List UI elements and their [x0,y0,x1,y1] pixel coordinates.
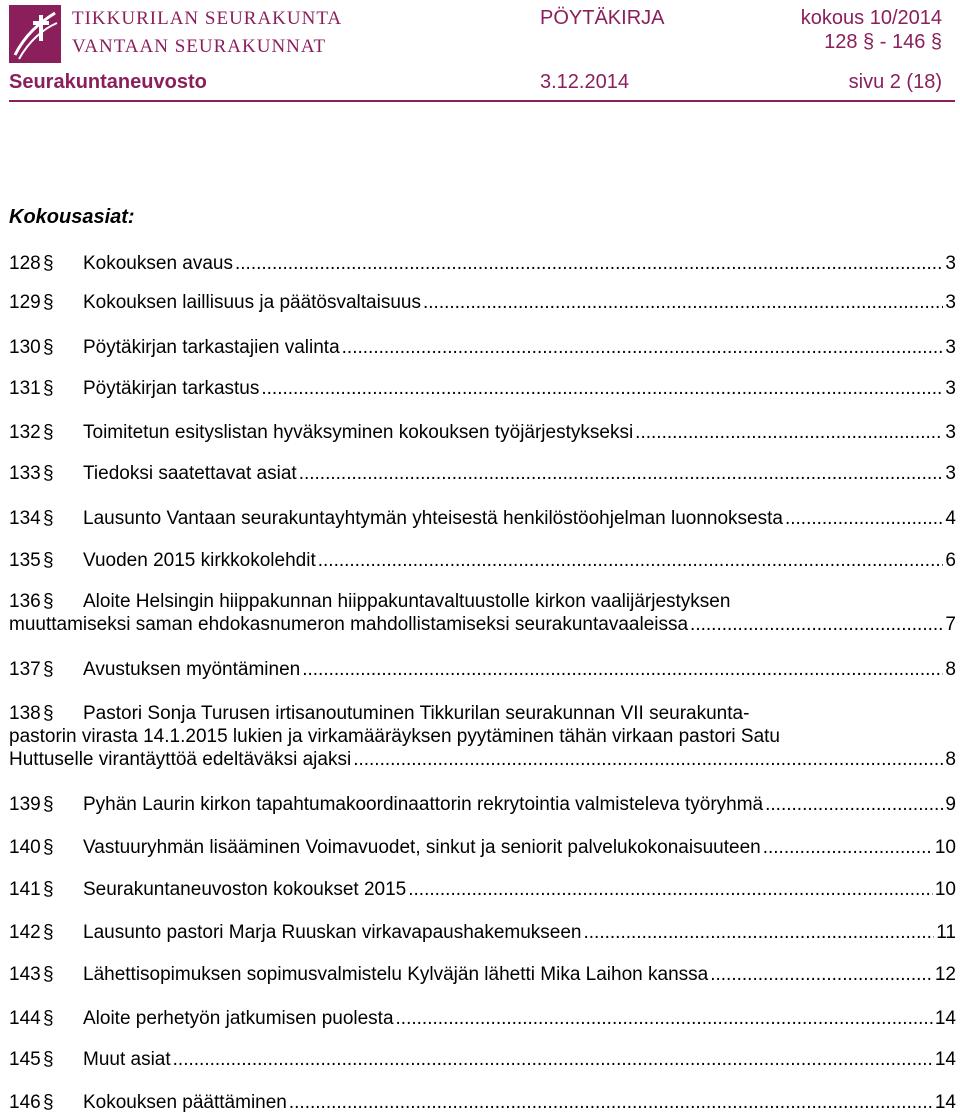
toc-number: 138 [9,703,41,724]
dot-leader [342,336,944,359]
toc-title: Aloite Helsingin hiippakunnan hiippakuntavaltuustolle kirkon vaalijärjestyksen [83,591,731,612]
toc-entry-142 [9,921,956,944]
toc-title-continued: muuttamiseksi saman ehdokasnumeron mahdollistamiseksi seurakuntavaaleissa [9,614,689,635]
toc-entry-132 [9,421,956,444]
toc-number: 133 [9,463,41,484]
toc-page: 3 [945,422,956,443]
toc-title: Lausunto Vantaan seurakuntayhtymän yhteisestä henkilöstöohjelman luonnoksesta [83,508,783,529]
toc-number: 144 [9,1008,41,1029]
toc-title: Pöytäkirjan tarkastajien valinta [83,337,340,358]
toc-entry-144 [9,1007,956,1030]
toc-number: 145 [9,1049,41,1070]
section-sign: § [43,1092,54,1113]
toc-entry-134 [9,507,956,530]
dot-leader [318,549,944,572]
dot-leader [690,613,943,636]
section-sign: § [43,1049,54,1070]
toc-title: Aloite perhetyön jatkumisen puolesta [83,1008,394,1029]
doc-type: PÖYTÄKIRJA [540,7,665,29]
dot-leader [710,963,933,986]
toc-page: 14 [934,1049,956,1070]
toc-number: 143 [9,964,41,985]
section-sign: § [43,253,54,274]
section-sign: § [43,794,54,815]
toc-entry-141 [9,878,956,901]
toc-entry-139 [9,793,956,816]
toc-page: 3 [945,337,956,358]
dot-leader [785,507,943,530]
toc-title: Muut asiat [83,1049,171,1070]
dot-leader [353,748,943,771]
dot-leader [289,1091,933,1114]
section-sign: § [43,659,54,680]
toc-title: Pöytäkirjan tarkastus [83,378,260,399]
toc-page: 3 [945,253,956,274]
dot-leader [765,793,943,816]
toc-page: 3 [945,378,956,399]
toc-number: 130 [9,337,41,358]
dot-leader [173,1048,933,1071]
toc-entry-140 [9,836,956,859]
toc-title: Kokouksen päättäminen [83,1092,287,1113]
toc-title: Pyhän Laurin kirkon tapahtumakoordinaattorin rekrytointia valmisteleva työryhmä [83,794,764,815]
section-sign: § [43,879,54,900]
toc-entry-128 [9,252,956,275]
toc-entry-146 [9,1091,956,1114]
dot-leader [584,921,935,944]
toc-page: 10 [934,837,956,858]
toc-title-continued: Huttuselle virantäyttöä edeltäväksi ajaksi [9,749,352,770]
section-sign: § [43,337,54,358]
dot-leader [261,377,943,400]
toc-page: 14 [934,1008,956,1029]
toc-page: 3 [945,463,956,484]
meeting-number: kokous 10/2014 [800,7,942,29]
toc-entry-143 [9,963,956,986]
toc-number: 140 [9,837,41,858]
toc-number: 132 [9,422,41,443]
toc-entry-145 [9,1048,956,1071]
toc-number: 141 [9,879,41,900]
toc-number: 146 [9,1092,41,1113]
section-title: Kokousasiat: [9,206,135,228]
section-sign: § [43,463,54,484]
org-name-line2: VANTAAN SEURAKUNNAT [72,36,327,57]
toc-number: 137 [9,659,41,680]
toc-page: 12 [934,964,956,985]
dot-leader [299,462,944,485]
dot-leader [302,658,943,681]
toc-title: Lähettisopimuksen sopimusvalmistelu Kylväjän lähetti Mika Laihon kanssa [83,964,709,985]
header-divider [9,100,955,102]
toc-title: Avustuksen myöntäminen [83,659,301,680]
dot-leader [396,1007,933,1030]
toc-number: 128 [9,253,41,274]
meeting-date: 3.12.2014 [540,71,629,93]
toc-title: Kokouksen laillisuus ja päätösvaltaisuus [83,292,421,313]
toc-page: 8 [945,749,956,770]
toc-page: 10 [934,879,956,900]
toc-page: 14 [934,1092,956,1113]
toc-page: 8 [945,659,956,680]
toc-entry-133 [9,462,956,485]
section-sign: § [43,591,54,612]
toc-page: 6 [945,550,956,571]
toc-entry-136 [9,590,956,636]
toc-title: Pastori Sonja Turusen irtisanoutuminen Tikkurilan seurakunnan VII seurakunta- [83,703,750,724]
dot-leader [235,252,943,275]
toc-title: Vastuuryhmän lisääminen Voimavuodet, sinkut ja seniorit palvelukokonaisuuteen [83,837,761,858]
toc-page: 11 [936,922,956,943]
toc-number: 139 [9,794,41,815]
dot-leader [408,878,933,901]
toc-entry-130 [9,336,956,359]
toc-entry-129 [9,291,956,314]
toc-page: 9 [945,794,956,815]
page-number: sivu 2 (18) [848,71,942,93]
toc-entry-131 [9,377,956,400]
toc-title: Lausunto pastori Marja Ruuskan virkavapaushakemukseen [83,922,582,943]
section-sign: § [43,292,54,313]
toc-entry-135 [9,549,956,572]
section-sign: § [43,378,54,399]
toc-number: 136 [9,591,41,612]
toc-title-continued: pastorin virasta 14.1.2015 lukien ja virkamääräyksen pyytäminen tähän virkaan pastori Satu [9,726,780,747]
toc-number: 134 [9,508,41,529]
toc-title: Seurakuntaneuvoston kokoukset 2015 [83,879,407,900]
section-sign: § [43,550,54,571]
section-range: 128 § - 146 § [824,31,942,53]
section-sign: § [43,422,54,443]
toc-number: 135 [9,550,41,571]
section-sign: § [43,837,54,858]
section-sign: § [43,703,54,724]
dot-leader [423,291,943,314]
org-name-line1: TIKKURILAN SEURAKUNTA [72,8,343,29]
toc-number: 131 [9,378,41,399]
toc-number: 129 [9,292,41,313]
toc-entry-138 [9,702,956,771]
toc-title: Vuoden 2015 kirkkokolehdit [83,550,316,571]
governing-body: Seurakuntaneuvosto [9,71,207,93]
toc-title: Kokouksen avaus [83,253,233,274]
toc-number: 142 [9,922,41,943]
dot-leader [635,421,943,444]
section-sign: § [43,964,54,985]
toc-page: 7 [945,614,956,635]
section-sign: § [43,1008,54,1029]
toc-page: 3 [945,292,956,313]
dot-leader [763,836,933,859]
toc-title: Toimitetun esityslistan hyväksyminen kokouksen työjärjestykseksi [83,422,634,443]
toc-entry-137 [9,658,956,681]
section-sign: § [43,922,54,943]
section-sign: § [43,508,54,529]
church-cross-logo [9,5,61,63]
toc-page: 4 [945,508,956,529]
toc-title: Tiedoksi saatettavat asiat [83,463,297,484]
